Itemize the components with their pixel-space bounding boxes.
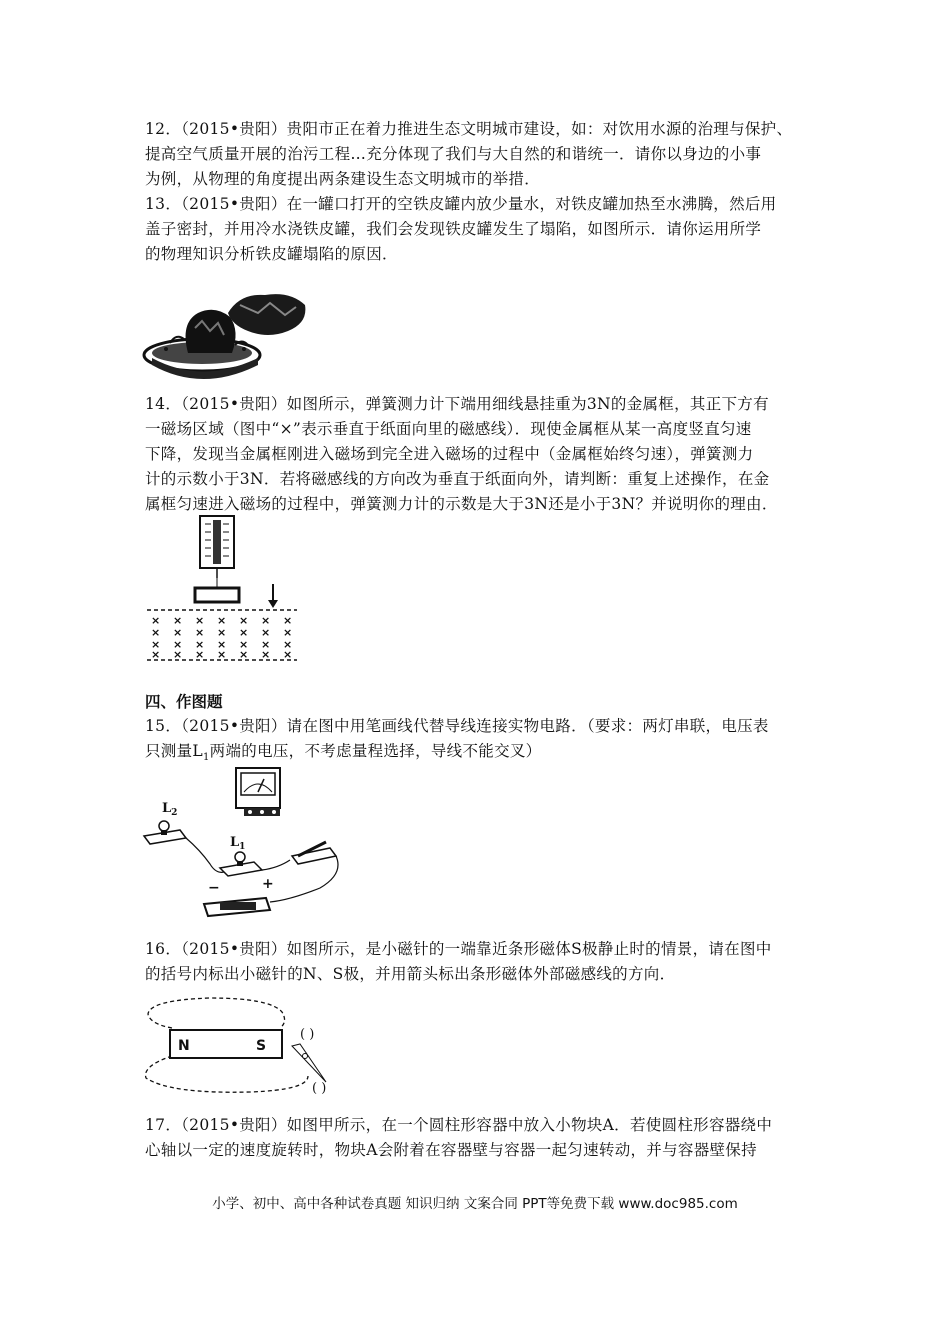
field-mark: × bbox=[283, 626, 293, 639]
field-mark: × bbox=[151, 638, 161, 651]
spring-scale-magnetic-field-figure bbox=[143, 512, 303, 664]
magnet-n-label: N bbox=[178, 1038, 190, 1054]
field-mark: × bbox=[173, 626, 183, 639]
field-mark: × bbox=[173, 638, 183, 651]
field-mark: × bbox=[151, 648, 161, 661]
field-mark: × bbox=[151, 626, 161, 639]
field-mark: × bbox=[173, 614, 183, 627]
field-mark: × bbox=[173, 648, 183, 661]
needle-upper-bracket: ( ) bbox=[300, 1027, 315, 1042]
question-13-line-2: 盖子密封，并用冷水浇铁皮罐，我们会发现铁皮罐发生了塌陷，如图所示．请你运用所学 bbox=[145, 220, 762, 238]
question-14-line-3: 下降，发现当金属框刚进入磁场到完全进入磁场的过程中（金属框始终匀速），弹簧测力 bbox=[145, 445, 754, 463]
needle-lower-bracket: ( ) bbox=[312, 1081, 327, 1094]
magnet-s-label: S bbox=[256, 1038, 267, 1054]
question-17 bbox=[145, 1113, 810, 1163]
question-16-line-1: 16．（2015•贵阳）如图所示，是小磁针的一端靠近条形磁体S极静止时的情景，请在图中 bbox=[145, 940, 772, 958]
battery-plus-label: + bbox=[262, 876, 274, 892]
question-13-line-1: 13．（2015•贵阳）在一罐口打开的空铁皮罐内放少量水，对铁皮罐加热至水沸腾，然后用 bbox=[145, 195, 777, 213]
question-13-line-3: 的物理知识分析铁皮罐塌陷的原因． bbox=[145, 245, 398, 263]
field-mark: × bbox=[283, 638, 293, 651]
field-mark: × bbox=[239, 614, 249, 627]
question-12 bbox=[145, 117, 810, 192]
question-14-line-1: 14．（2015•贵阳）如图所示，弹簧测力计下端用细线悬挂重为3N的金属框，其正下方有 bbox=[145, 395, 769, 413]
question-12-line-3: 为例，从物理的角度提出两条建设生态文明城市的举措． bbox=[145, 170, 541, 188]
crushed-can-figure bbox=[140, 283, 315, 388]
question-14 bbox=[145, 392, 810, 517]
field-mark: × bbox=[195, 638, 205, 651]
question-12-line-2: 提高空气质量开展的治污工程…充分体现了我们与大自然的和谐统一．请你以身边的小事 bbox=[145, 145, 762, 163]
question-14-line-4: 计的示数小于3N．若将磁感线的方向改为垂直于纸面向外，请判断：重复上述操作，在金 bbox=[145, 470, 770, 488]
field-mark: × bbox=[283, 648, 293, 661]
field-mark: × bbox=[217, 614, 227, 627]
question-16-line-2: 的括号内标出小磁针的N、S极，并用箭头标出条形磁体外部磁感线的方向． bbox=[145, 965, 676, 983]
field-mark: × bbox=[217, 626, 227, 639]
field-mark: × bbox=[261, 614, 271, 627]
lamp-2-label: $L_2$ bbox=[162, 801, 178, 818]
field-mark: × bbox=[283, 614, 293, 627]
bar-magnet-figure bbox=[140, 994, 350, 1094]
section-heading: 四、作图题 bbox=[145, 692, 223, 711]
question-14-line-5: 属框匀速进入磁场的过程中，弹簧测力计的示数是大于3N还是小于3N？并说明你的理由． bbox=[145, 495, 778, 513]
field-mark: × bbox=[217, 648, 227, 661]
field-mark: × bbox=[239, 648, 249, 661]
question-13 bbox=[145, 192, 810, 267]
field-mark: × bbox=[195, 626, 205, 639]
question-14-line-2: 一磁场区域（图中“×”表示垂直于纸面向里的磁感线）．现使金属框从某一高度竖直匀速 bbox=[145, 420, 752, 438]
question-16 bbox=[145, 937, 810, 987]
field-mark: × bbox=[239, 638, 249, 651]
question-15-line-2: 只测量$L_1$两端的电压，不考虑量程选择，导线不能交叉） bbox=[145, 742, 542, 764]
circuit-components-figure bbox=[140, 764, 345, 919]
question-12-line-1: 12．（2015•贵阳）贵阳市正在着力推进生态文明城市建设，如：对饮用水源的治理与保护、 bbox=[145, 120, 793, 138]
question-15-line-1: 15．（2015•贵阳）请在图中用笔画线代替导线连接实物电路．（要求：两灯串联，电压表 bbox=[145, 717, 769, 735]
question-17-line-1: 17．（2015•贵阳）如图甲所示，在一个圆柱形容器中放入小物块A．若使圆柱形容器绕中 bbox=[145, 1116, 773, 1134]
field-mark: × bbox=[239, 626, 249, 639]
field-mark: × bbox=[217, 638, 227, 651]
battery-minus-label: − bbox=[208, 880, 220, 896]
field-mark: × bbox=[151, 614, 161, 627]
field-mark: × bbox=[261, 626, 271, 639]
field-mark: × bbox=[195, 614, 205, 627]
field-mark: × bbox=[195, 648, 205, 661]
field-mark: × bbox=[261, 648, 271, 661]
lamp-1-label: $L_1$ bbox=[230, 835, 246, 852]
question-17-line-2: 心轴以一定的速度旋转时，物块A会附着在容器壁与容器一起匀速转动，并与容器壁保持 bbox=[145, 1141, 757, 1159]
page-footer: 小学、初中、高中各种试卷真题 知识归纳 文案合同 PPT等免费下载 www.doc985.com bbox=[212, 1196, 738, 1212]
field-mark: × bbox=[261, 638, 271, 651]
question-15 bbox=[145, 714, 810, 770]
